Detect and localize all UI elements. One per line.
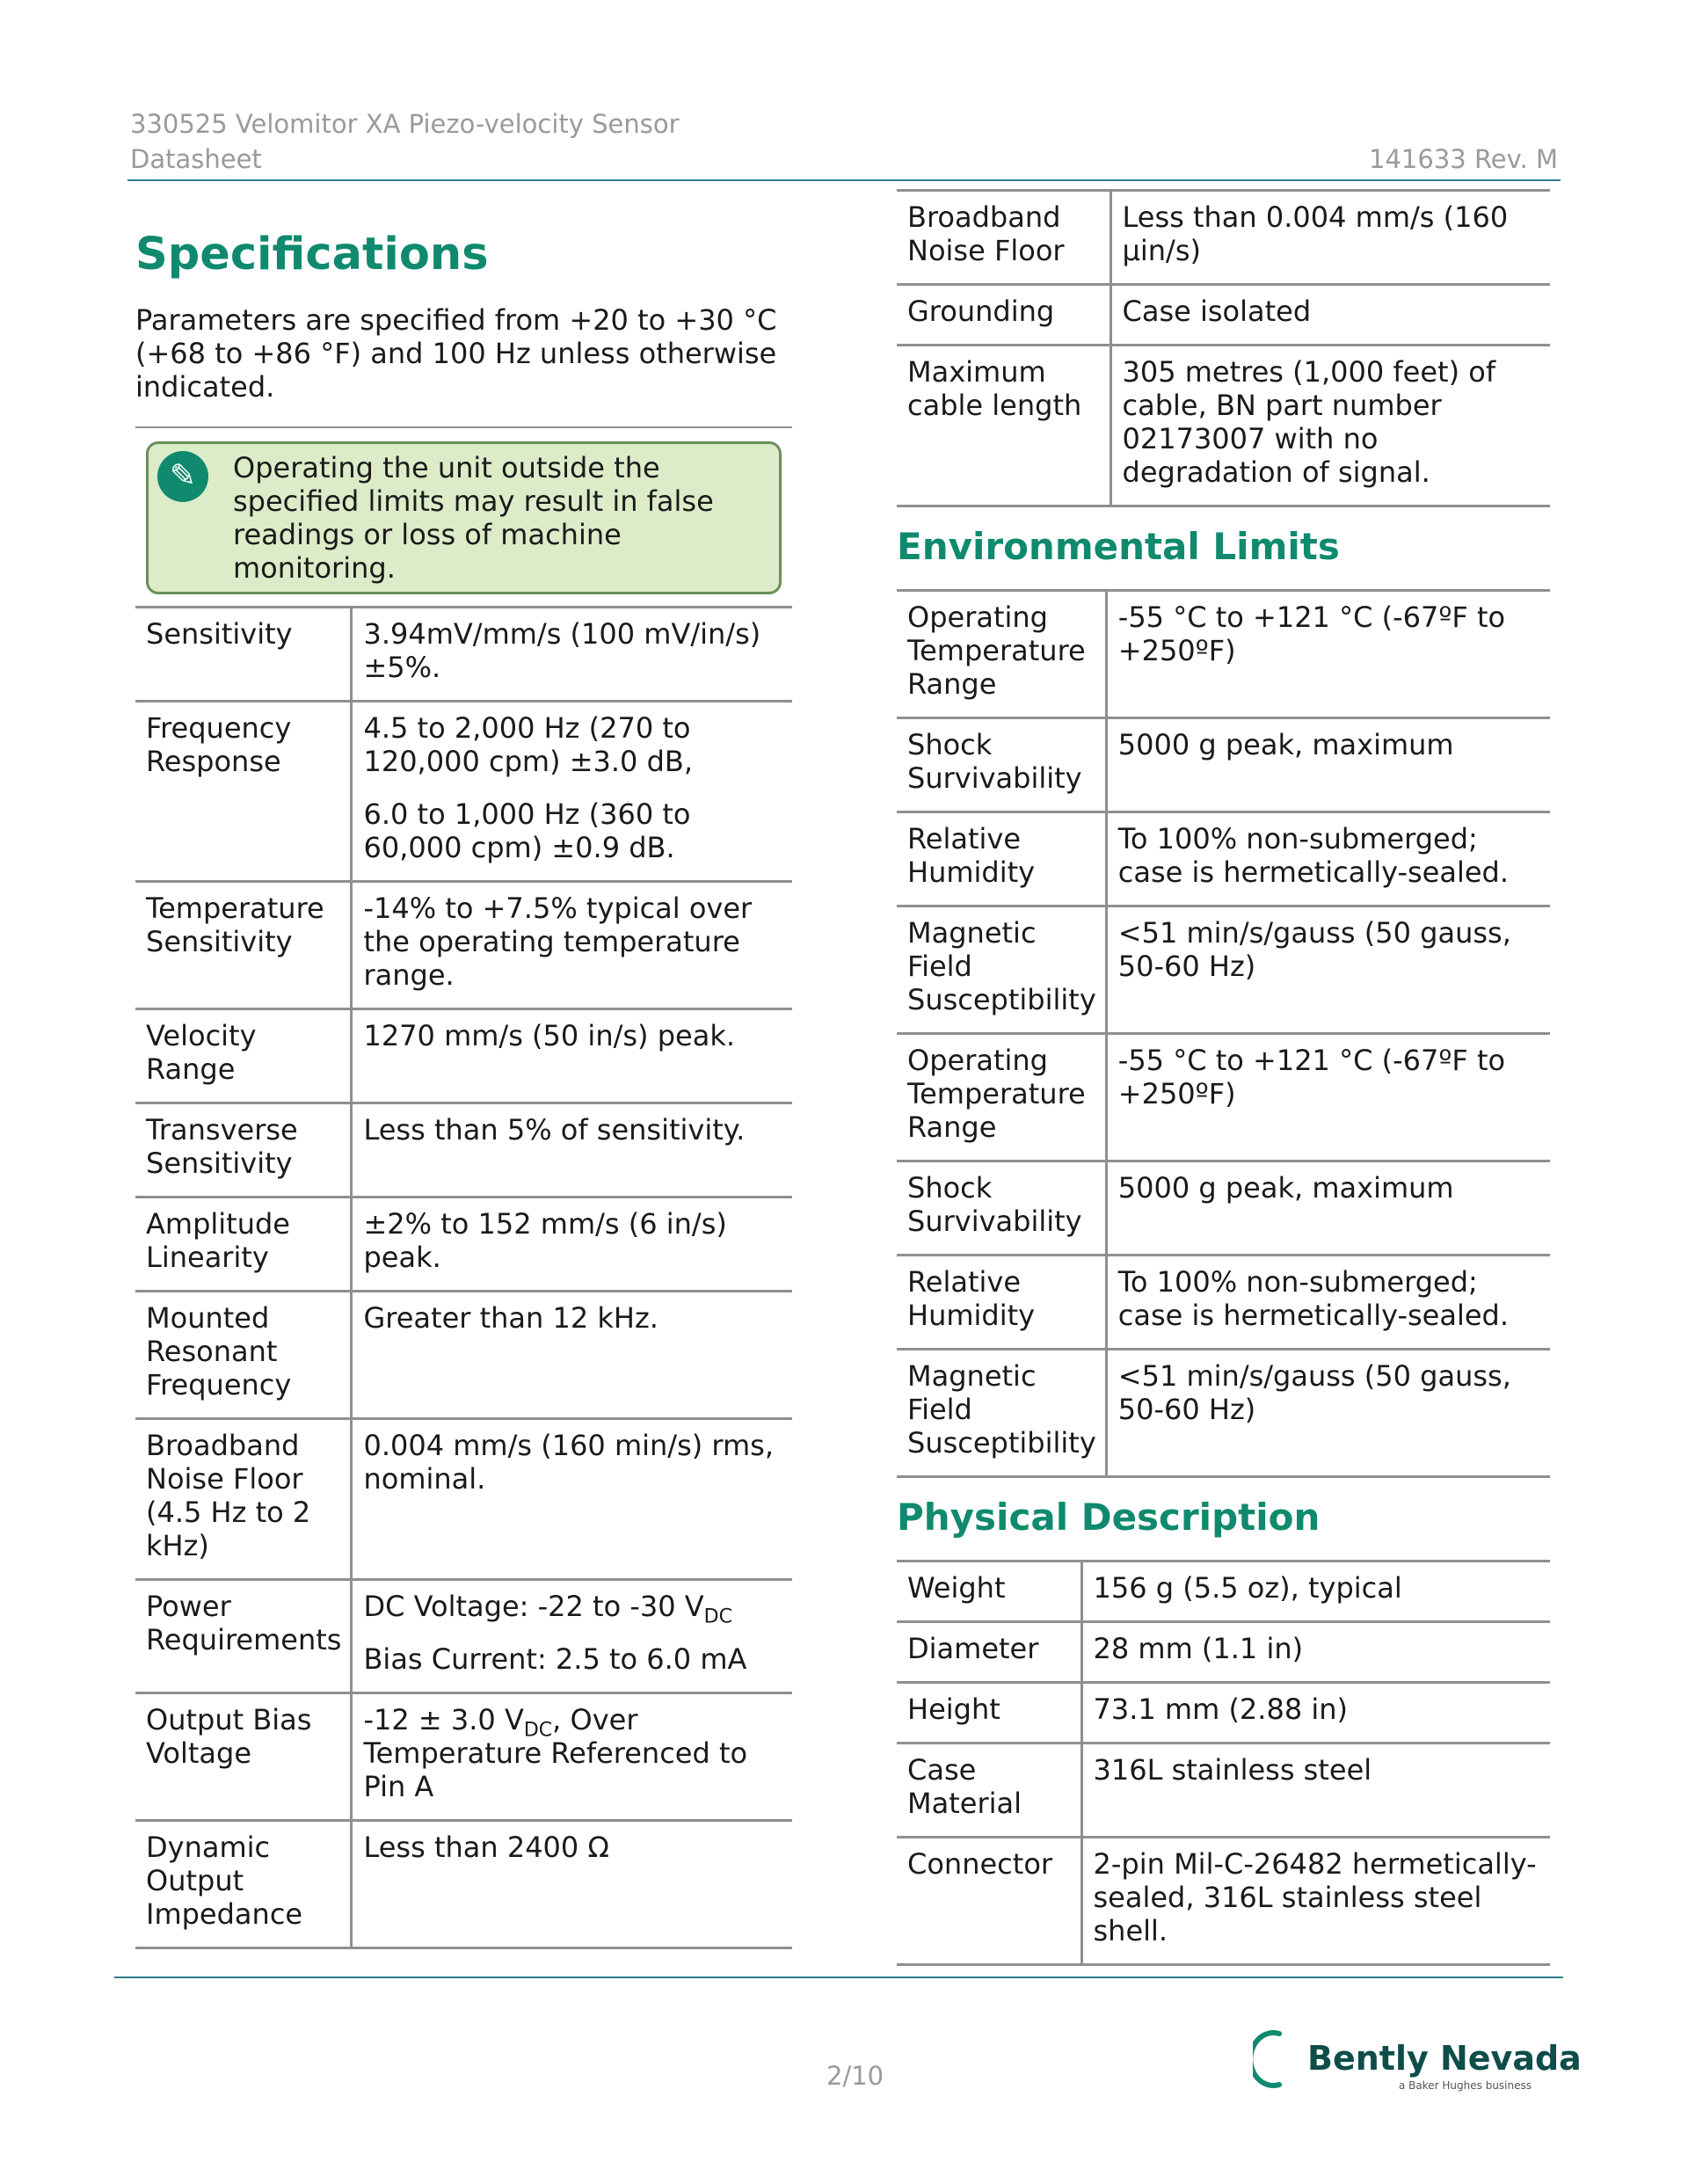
spec-value: 156 g (5.5 oz), typical [1081,1562,1550,1622]
table-row [897,1744,1550,1838]
spec-value: 305 metres (1,000 feet) of cable, BN part number 02173007 with no degradation of signal. [1110,346,1550,506]
spec-value: Less than 2400 Ω [352,1821,792,1948]
table-row [897,346,1550,506]
specifications-section [135,229,792,1949]
note-callout [146,441,782,594]
spec-label: Frequency Response [135,702,352,882]
spec-value: -14% to +7.5% typical over the operating temperature range. [352,882,792,1009]
spec-value: 3.94mV/mm/s (100 mV/in/s) ±5%. [352,608,792,702]
spec-value-text: , Over Temperature Referenced to Pin A [363,1703,748,1803]
pencil-icon: ✎ [157,451,208,502]
table-row [135,1292,792,1419]
intro-divider [135,426,792,428]
spec-label: Shock Survivability [897,718,1106,812]
spec-value-subscript: DC [523,1719,553,1742]
footer-divider [114,1977,1563,1978]
spec-label: Height [897,1683,1081,1744]
spec-value: 5000 g peak, maximum [1106,1161,1550,1256]
table-row [897,191,1550,285]
table-row [135,608,792,702]
spec-value: To 100% non-submerged; case is hermetically-sealed. [1106,812,1550,906]
spec-label: Sensitivity [135,608,352,702]
spec-label: Transverse Sensitivity [135,1103,352,1198]
note-text: Operating the unit outside the specified limits may result in false readings or loss of machine monitoring. [233,451,714,585]
spec-label: Operating Temperature Range [897,1034,1106,1161]
table-row [135,1580,792,1693]
specifications-intro: Parameters are specified from +20 to +30 °C (+68 to +86 °F) and 100 Hz unless otherwise indicated. [135,303,777,404]
spec-label: Broadband Noise Floor [897,191,1110,285]
logo-tagline: a Baker Hughes business [1399,2079,1532,2092]
continued-specifications-table [897,189,1550,507]
table-row [897,1034,1550,1161]
logo-mark-icon [1253,2028,1299,2090]
spec-value: Greater than 12 kHz. [352,1292,792,1419]
spec-label: Output Bias Voltage [135,1693,352,1821]
table-row [135,702,792,882]
table-row [897,591,1550,718]
table-row [135,882,792,1009]
table-row [897,1350,1550,1477]
spec-value-subscript: DC [703,1605,732,1628]
header-divider [127,179,1561,181]
spec-label: Grounding [897,285,1110,346]
table-row [897,1838,1550,1965]
table-row [897,906,1550,1034]
specifications-heading: Specifications [135,229,489,280]
spec-label: Power Requirements [135,1580,352,1693]
table-row [897,1562,1550,1622]
table-row [897,285,1550,346]
spec-value [352,1580,792,1693]
spec-label: Broadband Noise Floor (4.5 Hz to 2 kHz) [135,1419,352,1580]
table-row [897,1622,1550,1683]
spec-value-text: DC Voltage: -22 to -30 V [363,1590,704,1623]
spec-label: Diameter [897,1622,1081,1683]
spec-value: Less than 0.004 mm/s (160 µin/s) [1110,191,1550,285]
spec-label: Relative Humidity [897,1256,1106,1350]
spec-value: ±2% to 152 mm/s (6 in/s) peak. [352,1198,792,1292]
environmental-limits-table [897,589,1550,1478]
logo-name: Bently Nevada [1307,2039,1582,2078]
environmental-limits-heading: Environmental Limits [897,525,1340,568]
spec-label: Maximum cable length [897,346,1110,506]
spec-value: 5000 g peak, maximum [1106,718,1550,812]
document-title: 330525 Velomitor XA Piezo-velocity Sensor [130,109,680,139]
spec-value: To 100% non-submerged; case is hermetically-sealed. [1106,1256,1550,1350]
spec-label: Mounted Resonant Frequency [135,1292,352,1419]
document-type: Datasheet [130,144,262,174]
page-number: 2/10 [826,2061,884,2091]
spec-value-line: Bias Current: 2.5 to 6.0 mA [363,1642,747,1676]
table-row [897,1683,1550,1744]
spec-label: Dynamic Output Impedance [135,1821,352,1948]
spec-label: Weight [897,1562,1081,1622]
table-row [135,1419,792,1580]
spec-value-line: 4.5 to 2,000 Hz (270 to 120,000 cpm) ±3.0 dB, [363,711,694,778]
spec-value: 73.1 mm (2.88 in) [1081,1683,1550,1744]
spec-value: -55 °C to +121 °C (-67ºF to +250ºF) [1106,591,1550,718]
spec-value: 0.004 mm/s (160 min/s) rms, nominal. [352,1419,792,1580]
table-row [135,1009,792,1103]
physical-description-table [897,1560,1550,1966]
table-row [897,718,1550,812]
spec-value: -55 °C to +121 °C (-67ºF to +250ºF) [1106,1034,1550,1161]
spec-label: Case Material [897,1744,1081,1838]
table-row [135,1198,792,1292]
specifications-table [135,606,792,1949]
spec-value: Case isolated [1110,285,1550,346]
spec-label: Magnetic Field Susceptibility [897,1350,1106,1477]
document-revision: 141633 Rev. M [1369,144,1558,174]
spec-label: Amplitude Linearity [135,1198,352,1292]
table-row [897,1256,1550,1350]
spec-value: 316L stainless steel [1081,1744,1550,1838]
table-row [135,1103,792,1198]
spec-value: Less than 5% of sensitivity. [352,1103,792,1198]
table-row [897,1161,1550,1256]
spec-value: 2-pin Mil-C-26482 hermetically-sealed, 316L stainless steel shell. [1081,1838,1550,1965]
spec-label: Magnetic Field Susceptibility [897,906,1106,1034]
spec-value: <51 min/s/gauss (50 gauss, 50-60 Hz) [1106,906,1550,1034]
spec-label: Temperature Sensitivity [135,882,352,1009]
spec-value [352,702,792,882]
spec-value: <51 min/s/gauss (50 gauss, 50-60 Hz) [1106,1350,1550,1477]
bently-nevada-logo [1253,2027,1582,2097]
spec-value-text: -12 ± 3.0 V [363,1703,524,1736]
spec-value-line [363,1590,783,1628]
spec-label: Velocity Range [135,1009,352,1103]
spec-label: Relative Humidity [897,812,1106,906]
spec-value [352,1693,792,1821]
right-column [897,189,1550,1966]
table-row [897,812,1550,906]
spec-label: Connector [897,1838,1081,1965]
spec-value-line: 6.0 to 1,000 Hz (360 to 60,000 cpm) ±0.9 dB. [363,797,691,864]
table-row [135,1821,792,1948]
spec-label: Shock Survivability [897,1161,1106,1256]
spec-value: 28 mm (1.1 in) [1081,1622,1550,1683]
spec-label: Operating Temperature Range [897,591,1106,718]
table-row [135,1693,792,1821]
spec-value: 1270 mm/s (50 in/s) peak. [352,1009,792,1103]
physical-description-heading: Physical Description [897,1496,1321,1539]
